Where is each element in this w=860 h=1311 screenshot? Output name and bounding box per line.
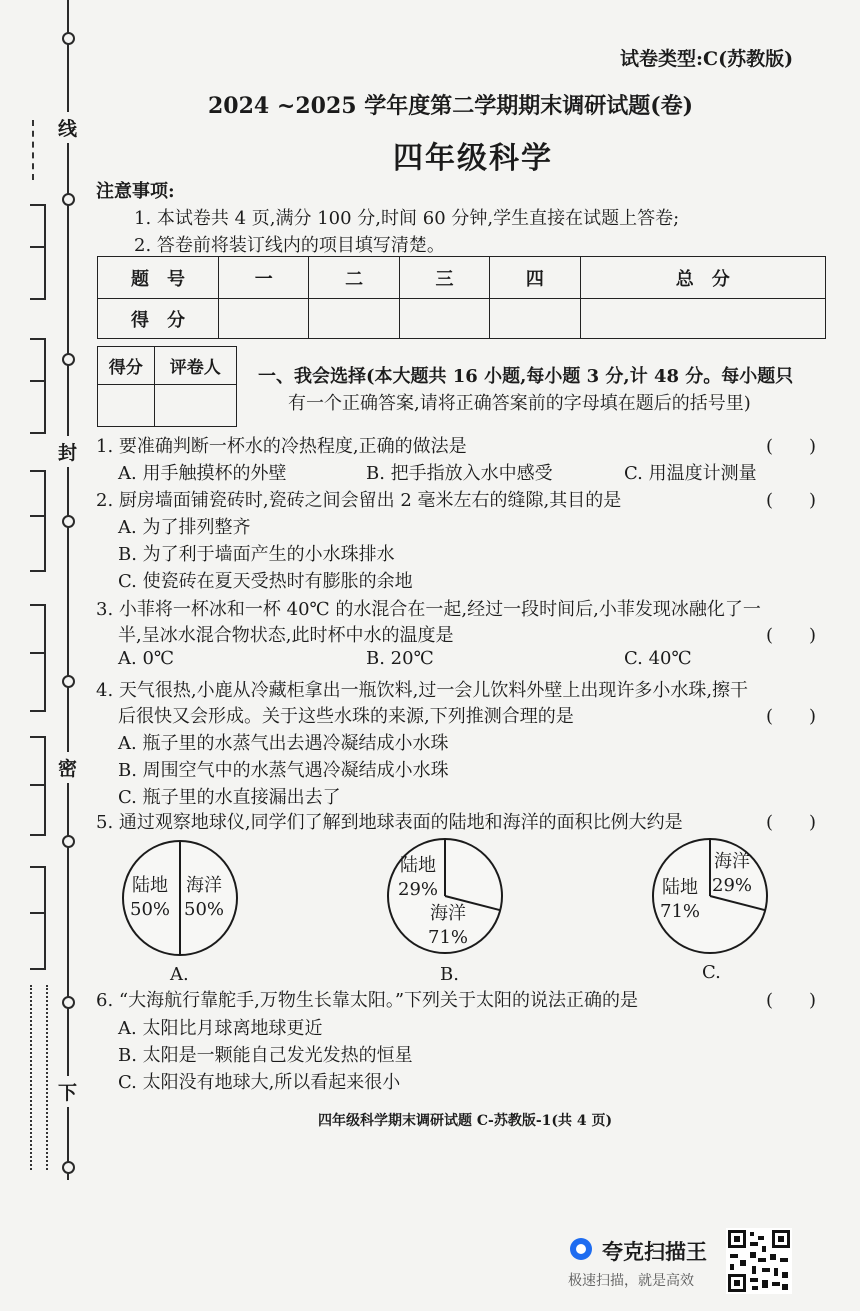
grader-name-cell[interactable] <box>154 385 236 427</box>
q3-option-a: A. 0℃ <box>118 648 175 669</box>
binding-tick <box>30 515 46 517</box>
score-header: 三 <box>399 257 489 299</box>
binding-hole <box>62 353 75 366</box>
pie-c-land: 陆地 71% <box>660 877 701 922</box>
q2-option-a: A. 为了排列整齐 <box>118 517 251 538</box>
question-4-stem: 4. 天气很热,小鹿从冷藏柜拿出一瓶饮料,过一会儿饮料外壁上出现许多小水珠,擦干 <box>96 680 749 701</box>
binding-hole <box>62 32 75 45</box>
score-row-label: 得 分 <box>98 299 219 339</box>
q6-option-b: B. 太阳是一颗能自己发光发热的恒星 <box>118 1045 413 1066</box>
score-header: 题 号 <box>98 257 219 299</box>
binding-word-feng: 封 <box>58 436 77 467</box>
question-4-stem-cont: 后很快又会形成。关于这些水珠的来源,下列推测合理的是 <box>118 706 574 727</box>
q2-option-c: C. 使瓷砖在夏天受热时有膨胀的余地 <box>118 571 413 592</box>
question-2-stem: 2. 厨房墙面铺瓷砖时,瓷砖之间会留出 2 毫米左右的缝隙,其目的是 <box>96 490 622 511</box>
score-cell[interactable] <box>219 299 309 339</box>
binding-word-mi: 密 <box>58 752 77 783</box>
q3-option-b: B. 20℃ <box>366 648 434 669</box>
grader-score-cell[interactable] <box>98 385 155 427</box>
scanner-brand: 夸克扫描王 <box>602 1240 707 1264</box>
pie-c-sea: 海洋 29% <box>712 851 753 896</box>
pie-a-sea: 海洋 50% <box>184 875 225 920</box>
binding-dashes <box>32 120 37 180</box>
binding-hole <box>62 515 75 528</box>
score-cell[interactable] <box>580 299 825 339</box>
q1-option-c: C. 用温度计测量 <box>624 463 757 484</box>
score-header: 二 <box>309 257 399 299</box>
binding-tick <box>30 380 46 382</box>
question-3-stem: 3. 小菲将一杯冰和一杯 40℃ 的水混合在一起,经过一段时间后,小菲发现冰融化了一 <box>96 599 761 620</box>
binding-hole <box>62 675 75 688</box>
pie-a-land: 陆地 50% <box>130 875 171 920</box>
notes-heading: 注意事项: <box>96 181 175 202</box>
score-header: 总 分 <box>580 257 825 299</box>
scanner-logo-icon <box>570 1238 592 1260</box>
binding-word-xian: 线 <box>58 112 77 143</box>
answer-paren[interactable]: ( ) <box>766 706 817 727</box>
binding-hole <box>62 1161 75 1174</box>
binding-bracket <box>30 866 46 970</box>
q1-option-a: A. 用手触摸杯的外壁 <box>118 463 287 484</box>
pie-c-letter: C. <box>702 962 721 983</box>
question-6-stem: 6. “大海航行靠舵手,万物生长靠太阳。”下列关于太阳的说法正确的是 <box>96 990 639 1011</box>
question-5-stem: 5. 通过观察地球仪,同学们了解到地球表面的陆地和海洋的面积比例大约是 <box>96 812 683 833</box>
binding-tick <box>30 912 46 914</box>
q3-option-c: C. 40℃ <box>624 648 692 669</box>
answer-paren[interactable]: ( ) <box>766 812 817 833</box>
question-1-stem: 1. 要准确判断一杯水的冷热程度,正确的做法是 <box>96 436 467 457</box>
pie-b-sea: 海洋 71% <box>428 903 469 948</box>
exam-type: 试卷类型:C(苏教版) <box>620 48 794 70</box>
q4-option-b: B. 周围空气中的水蒸气遇冷凝结成小水珠 <box>118 760 449 781</box>
binding-bracket <box>30 604 46 712</box>
question-3-stem-cont: 半,呈冰水混合物状态,此时杯中水的温度是 <box>118 625 454 646</box>
notes-item: 2. 答卷前将装订线内的项目填写清楚。 <box>134 235 445 256</box>
page-footer: 四年级科学期末调研试题 C-苏教版-1(共 4 页) <box>318 1113 613 1129</box>
subject-title: 四年级科学 <box>393 141 553 176</box>
binding-bracket <box>30 204 46 300</box>
grader-score-label: 得分 <box>98 347 155 385</box>
binding-hole <box>62 193 75 206</box>
exam-title: 2024 ~2025 学年度第二学期期末调研试题(卷) <box>208 93 694 119</box>
q6-option-c: C. 太阳没有地球大,所以看起来很小 <box>118 1072 401 1093</box>
score-header: 一 <box>219 257 309 299</box>
pie-b-land: 陆地 29% <box>398 855 439 900</box>
binding-bracket <box>30 470 46 572</box>
binding-tick <box>30 652 46 654</box>
binding-hole <box>62 996 75 1009</box>
q1-option-b: B. 把手指放入水中感受 <box>366 463 553 484</box>
answer-paren[interactable]: ( ) <box>766 625 817 646</box>
score-cell[interactable] <box>399 299 489 339</box>
q4-option-a: A. 瓶子里的水蒸气出去遇冷凝结成小水珠 <box>118 733 449 754</box>
section1-instructions: 有一个正确答案,请将正确答案前的字母填在题后的括号里) <box>288 393 751 414</box>
answer-paren[interactable]: ( ) <box>766 436 817 457</box>
score-cell[interactable] <box>309 299 399 339</box>
notes-item: 1. 本试卷共 4 页,满分 100 分,时间 60 分钟,学生直接在试题上答卷; <box>134 208 680 229</box>
binding-tick <box>30 246 46 248</box>
q4-option-c: C. 瓶子里的水直接漏出去了 <box>118 787 341 808</box>
q2-option-b: B. 为了利于墙面产生的小水珠排水 <box>118 544 395 565</box>
binding-word-xia: 下 <box>58 1076 77 1107</box>
grader-name-label: 评卷人 <box>154 347 236 385</box>
q6-option-a: A. 太阳比月球离地球更近 <box>118 1018 323 1039</box>
pie-b-letter: B. <box>440 964 459 985</box>
answer-paren[interactable]: ( ) <box>766 990 817 1011</box>
binding-bracket <box>30 736 46 836</box>
qr-code-icon <box>726 1228 792 1294</box>
pie-a-letter: A. <box>170 964 189 985</box>
score-cell[interactable] <box>490 299 580 339</box>
binding-tick <box>30 784 46 786</box>
answer-paren[interactable]: ( ) <box>766 490 817 511</box>
section1-heading: 一、我会选择(本大题共 16 小题,每小题 3 分,计 48 分。每小题只 <box>258 366 794 387</box>
grader-box <box>97 346 237 427</box>
binding-dashes <box>30 985 48 1170</box>
binding-bracket <box>30 338 46 434</box>
score-table <box>97 256 826 339</box>
score-header: 四 <box>490 257 580 299</box>
binding-hole <box>62 835 75 848</box>
scanner-slogan: 极速扫描，就是高效 <box>568 1273 694 1289</box>
